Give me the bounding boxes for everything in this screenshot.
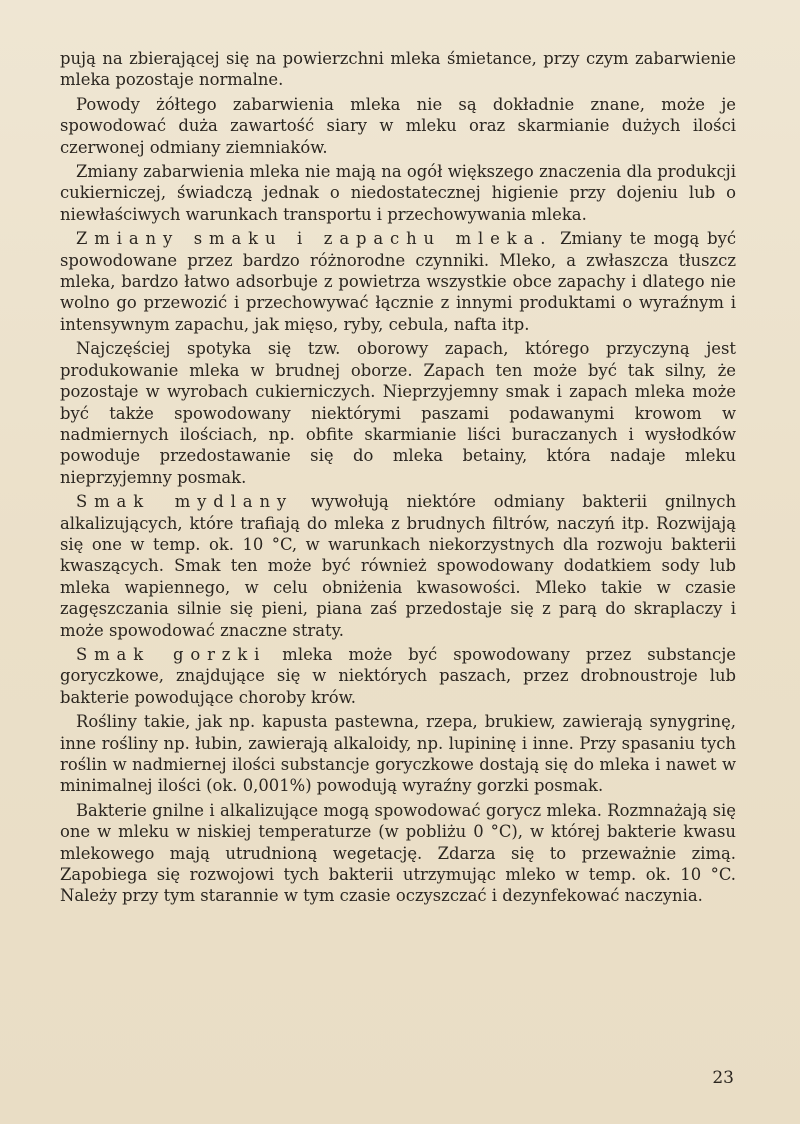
paragraph-6: Smak mydlany wywołują niektóre odmiany bakterii gnilnych alkalizujących, które trafiają do mleka z brudnych filtrów, naczyń itp. Rozwijają się one w temp. ok. 10 °C, w warunkach niekorzystnych dla rozwoju bakterii kwaszących. Smak ten może być również spowodowany dodatkiem sody lub mleka wapiennego, w celu obniżenia kwasowości. Mleko takie w czasie zagęszczania silnie się pieni, piana zaś przedostaje się z parą do skraplaczy i może spowodować znaczne straty.: [60, 492, 736, 640]
page-number: 23: [712, 1068, 734, 1088]
paragraph-7: Smak gorzki mleka może być spowodowany przez substancje goryczkowe, znajdujące się w niektórych paszach, przez drobnoustroje lub bakterie powodujące choroby krów.: [60, 644, 736, 707]
paragraph-2: Powody żółtego zabarwienia mleka nie są dokładnie znane, może je spowodować duża zawartość siary w mleku oraz skarmianie dużych ilości czerwonej odmiany ziemniaków.: [60, 94, 736, 157]
spaced-heading-soapy: Smak mydlany: [76, 492, 294, 512]
paragraph-9: Bakterie gnilne i alkalizujące mogą spowodować gorycz mleka. Rozmnażają się one w mleku w niskiej temperaturze (w pobliżu 0 °C), w której bakterie kwasu mlekowego mają utrudnioną wegetację. Zdarza się to przeważnie zimą. Zapobiega się rozwojowi tych bakterii utrzymując mleko w temp. ok. 10 °C. Należy przy tym starannie w tym czasie oczyszczać i dezynfekować naczynia.: [60, 800, 736, 906]
body-text: [60, 48, 736, 907]
paragraph-5: Najczęściej spotyka się tzw. oborowy zapach, którego przyczyną jest produkowanie mleka w brudnej oborze. Zapach ten może być tak silny, że pozostaje w wyrobach cukierniczych. Nieprzyjemny smak i zapach mleka może być także spowodowany niektórymi paszami podawanymi krowom w nadmiernych ilościach, np. obfite skarmianie liści buraczanych i wysłodków powoduje przedostawanie się do mleka betainy, która nadaje mleku nieprzyjemny posmak.: [60, 339, 736, 487]
paragraph-1: pują na zbierającej się na powierzchni mleka śmietance, przy czym zabarwienie mleka pozostaje normalne.: [60, 49, 736, 90]
spaced-heading-smell: Zmiany smaku i zapachu mleka.: [76, 229, 553, 249]
paragraph-8: Rośliny takie, jak np. kapusta pastewna, rzepa, brukiew, zawierają synygrinę, inne rośliny np. łubin, zawierają alkaloidy, np. lupininę i inne. Przy spasaniu tych roślin w nadmiernej ilości substancje goryczkowe dostają się do mleka i nawet w minimalnej ilości (ok. 0,001%) powodują wyraźny gorzki posmak.: [60, 712, 736, 796]
spaced-heading-bitter: Smak gorzki: [76, 644, 267, 664]
paragraph-4: Zmiany smaku i zapachu mleka. Zmiany te mogą być spowodowane przez bardzo różnorodne czynniki. Mleko, a zwłaszcza tłuszcz mleka, bardzo łatwo adsorbuje z powietrza wszystkie obce zapachy i dlatego nie wolno go przewozić i przechowywać łącznie z innymi produktami o wyraźnym i intensywnym zapachu, jak mięso, ryby, cebula, nafta itp.: [60, 229, 737, 334]
paragraph-3: Zmiany zabarwienia mleka nie mają na ogół większego znaczenia dla produkcji cukierniczej, świadczą jednak o niedostatecznej higienie przy dojeniu lub o niewłaściwych warunkach transportu i przechowywania mleka.: [60, 162, 736, 224]
